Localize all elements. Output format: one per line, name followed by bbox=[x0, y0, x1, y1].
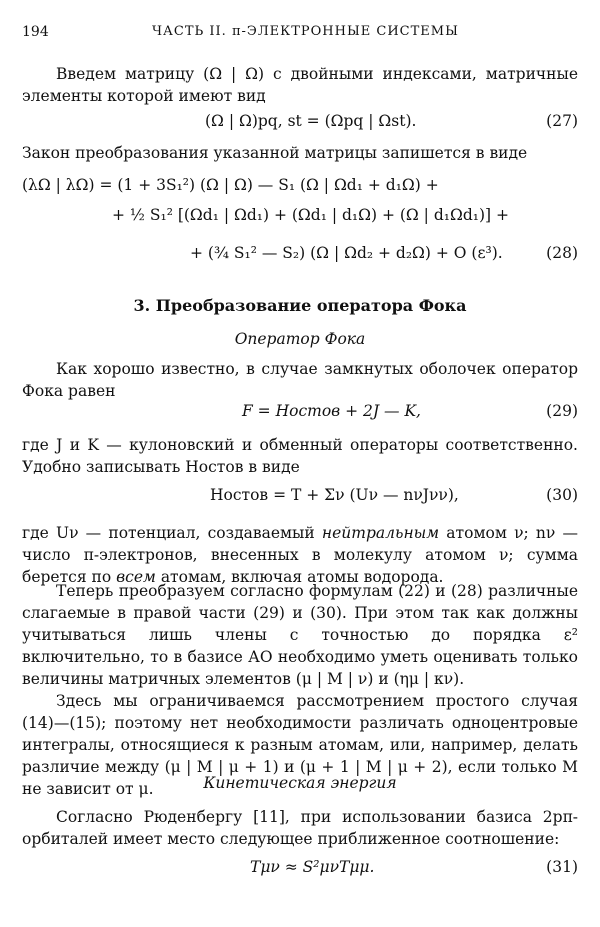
paragraph-potential-part1: где Uν — потенциал, создаваемый bbox=[22, 524, 322, 542]
equation-28-line2: + ½ S₁² [(Ωd₁ | Ωd₁) + (Ωd₁ | d₁Ω) + (Ω | d₁Ωd₁)] + bbox=[112, 206, 509, 224]
paragraph-potential bbox=[22, 522, 578, 588]
subheading-kinetic-energy: Кинетическая энергия bbox=[203, 774, 397, 792]
equation-31-number: (31) bbox=[546, 858, 578, 876]
paragraph-ruedenberg: Согласно Рюденбергу [11], при использовании базиса 2pπ-орбиталей имеет место следующее приближенное соотношение: bbox=[22, 808, 578, 848]
equation-28-line3: + (¾ S₁² — S₂) (Ω | Ωd₂ + d₂Ω) + O (ε³). bbox=[190, 244, 503, 262]
page-number: 194 bbox=[22, 24, 49, 40]
equation-27-number: (27) bbox=[546, 112, 578, 130]
equation-29 bbox=[242, 402, 421, 420]
paragraph-potential-part3: атомам, включая атомы водорода. bbox=[155, 568, 444, 586]
paragraph-intro-matrix: Введем матрицу (Ω | Ω) с двойными индексами, матричные элементы которой имеют вид bbox=[22, 65, 578, 105]
subheading-fock-operator: Оператор Фока bbox=[234, 330, 366, 348]
equation-28-number: (28) bbox=[546, 244, 578, 262]
paragraph-potential-part2: атомом ν; nν — число π-электронов, внесенных в молекулу атомом ν; сумма берется по bbox=[22, 524, 578, 586]
paragraph-coulomb-exchange: где J и K — кулоновский и обменный операторы соответственно. Удобно записывать Hостов в виде bbox=[22, 436, 578, 476]
paragraph-simple-case: Здесь мы ограничиваемся рассмотрением простого случая (14)—(15); поэтому нет необходимости различать одноцентровые интегралы, относящиеся к разным атомам, или, например, делать различие между (μ | M | μ + 1) и (μ + 1 | M | μ + 2), если только M не зависит от μ. bbox=[22, 692, 578, 798]
equation-28-line1: (λΩ | λΩ) = (1 + 3S₁²) (Ω | Ω) — S₁ (Ω | Ωd₁ + d₁Ω) + bbox=[22, 176, 439, 194]
equation-30-number: (30) bbox=[546, 486, 578, 504]
section-heading: 3. Преобразование оператора Фока bbox=[133, 296, 467, 315]
paragraph-transform-law: Закон преобразования указанной матрицы запишется в виде bbox=[22, 144, 528, 162]
equation-30-text: Hостов = T + Σν (Uν — nνJνν), bbox=[210, 486, 459, 504]
running-title: ЧАСТЬ II. π-ЭЛЕКТРОННЫЕ СИСТЕМЫ bbox=[152, 24, 459, 39]
paragraph-potential-emphasis-neutral: нейтральным bbox=[321, 524, 440, 542]
equation-30 bbox=[210, 486, 459, 504]
equation-29-text: F = Hостов + 2J — K, bbox=[242, 402, 421, 420]
paragraph-potential-emphasis-all: всем bbox=[116, 568, 156, 586]
equation-27-text: (Ω | Ω)pq, st = (Ωpq | Ωst). bbox=[205, 112, 417, 130]
equation-29-number: (29) bbox=[546, 402, 578, 420]
equation-31-text: Tμν ≈ S²μνTμμ. bbox=[250, 858, 375, 876]
paragraph-fock: Как хорошо известно, в случае замкнутых оболочек оператор Фока равен bbox=[22, 360, 578, 400]
equation-27 bbox=[205, 112, 416, 130]
paragraph-transform-terms: Теперь преобразуем согласно формулам (22) и (28) различные слагаемые в правой части (29) и (30). При этом так как должны учитываться лишь члены с точностью до порядка ε² включительно, то в базисе АО необходимо уметь оценивать только величины матричных элементов (μ | M | ν) и (ημ | κν). bbox=[22, 582, 578, 688]
equation-31 bbox=[250, 858, 374, 876]
